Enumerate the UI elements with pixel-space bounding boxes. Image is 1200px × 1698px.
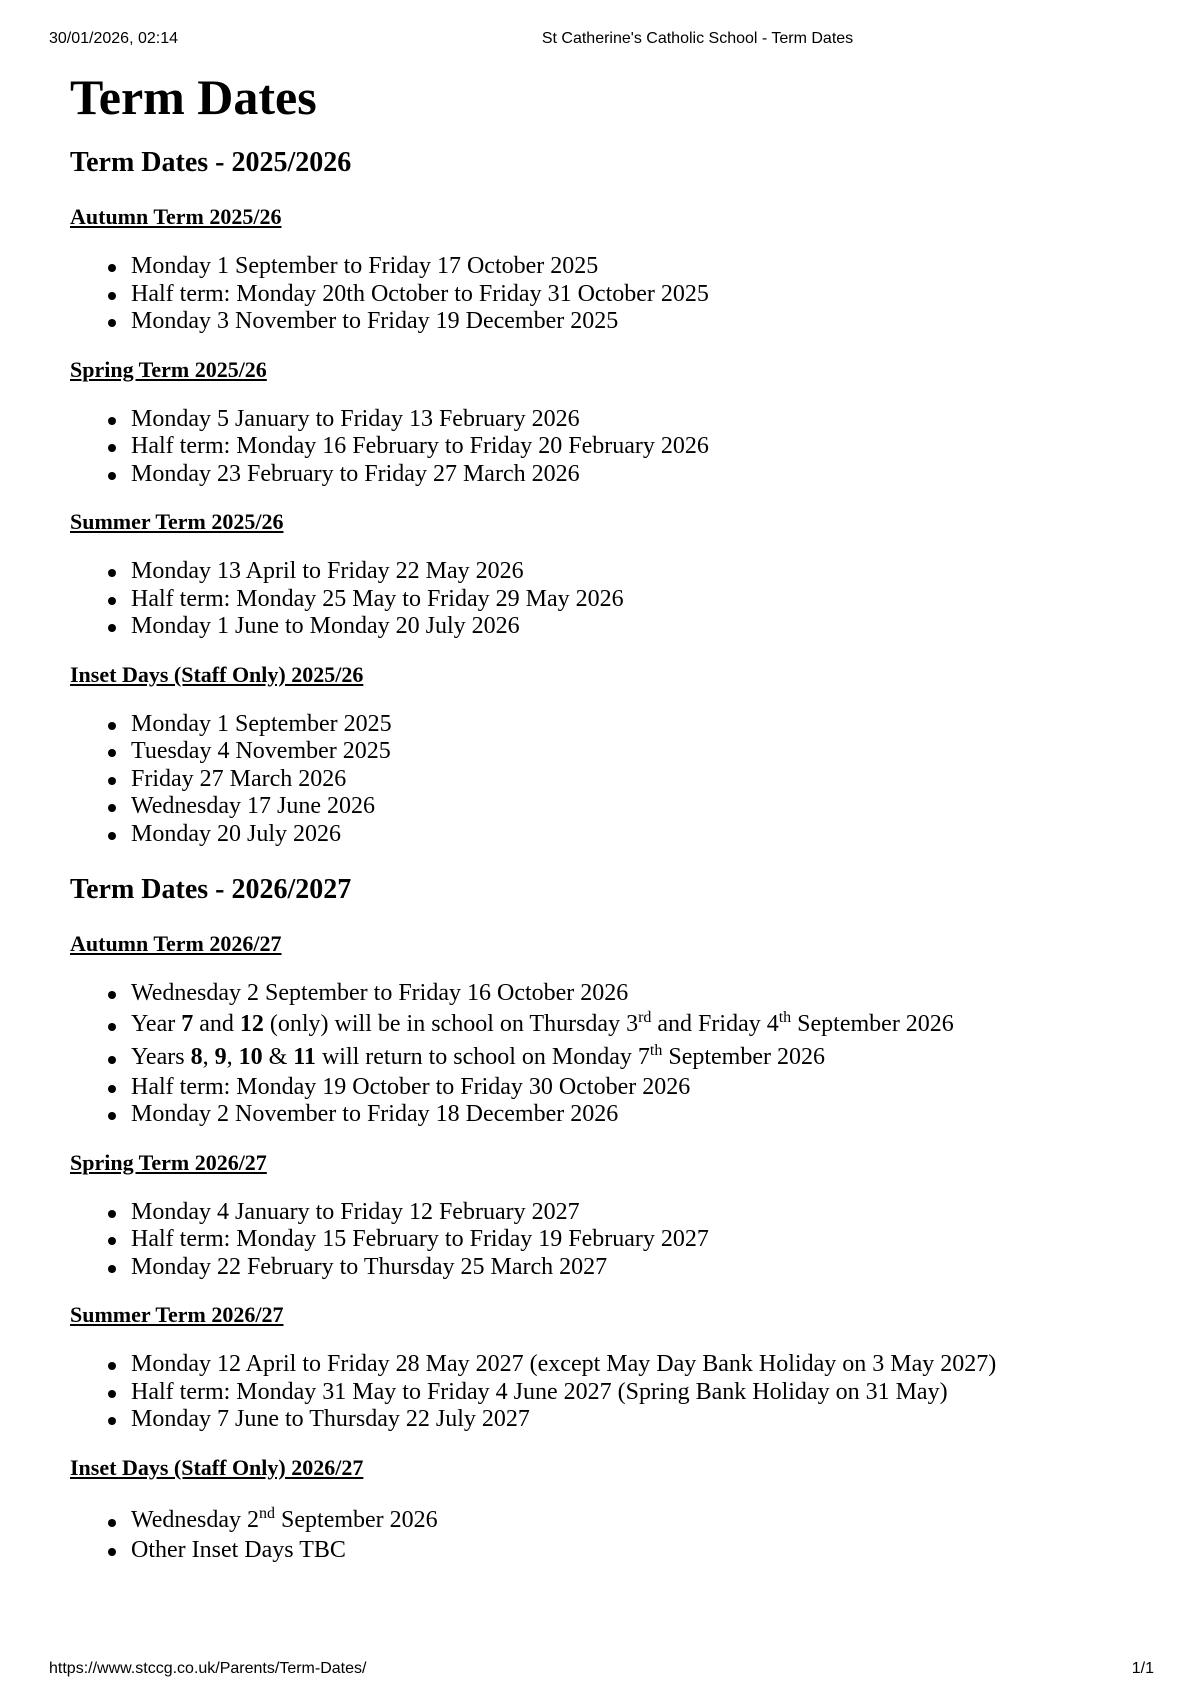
term-dates-list [70,1199,1150,1282]
print-header [0,30,1200,52]
term-heading: Autumn Term 2026/27 [70,931,282,956]
text-run: Years [131,1043,191,1070]
text-run: will return to school on Monday 7 [315,1043,650,1070]
list-item: Half term: Monday 20th October to Friday 31 October 2025 [131,281,1150,309]
term-heading: Summer Term 2026/27 [70,1302,284,1327]
term-dates-list [70,1504,1150,1565]
text-run: Year [131,1010,182,1037]
text-run: (only) will be in school on Thursday 3 [263,1010,639,1037]
page-title: Term Dates [70,69,317,125]
text-run: September 2026 [275,1506,438,1533]
list-item: Monday 1 September to Friday 17 October 2025 [131,253,1150,281]
year-group-number: 11 [293,1043,316,1070]
print-url: https://www.stccg.co.uk/Parents/Term-Dates/ [49,1660,367,1677]
term-heading: Inset Days (Staff Only) 2026/27 [70,1454,364,1480]
term-dates-list [70,1351,1150,1434]
list-item: Friday 27 March 2026 [131,766,1150,794]
list-item: Monday 22 February to Thursday 25 March 2027 [131,1254,1150,1282]
term-dates-sections [70,145,1150,1564]
list-item: Tuesday 4 November 2025 [131,738,1150,766]
list-item [131,1008,1150,1041]
ordinal-suffix: rd [638,1008,652,1026]
document-content [70,66,1150,1564]
list-item: Other Inset Days TBC [131,1537,1150,1565]
list-item: Monday 3 November to Friday 19 December 2025 [131,308,1150,336]
list-item: Half term: Monday 19 October to Friday 30 October 2026 [131,1074,1150,1102]
list-item: Monday 2 November to Friday 18 December 2026 [131,1101,1150,1129]
term-heading: Spring Term 2025/26 [70,356,267,382]
year-group-number: 8 [190,1043,203,1070]
print-page-title: St Catherine's Catholic School - Term Dates [541,30,854,47]
list-item: Monday 1 June to Monday 20 July 2026 [131,613,1150,641]
term-heading: Autumn Term 2025/26 [70,204,282,229]
list-item: Half term: Monday 25 May to Friday 29 May 2026 [131,586,1150,614]
ordinal-suffix: th [649,1041,663,1059]
list-item: Monday 13 April to Friday 22 May 2026 [131,558,1150,586]
ordinal-suffix: nd [259,1504,276,1522]
list-item: Monday 1 September 2025 [131,711,1150,739]
ordinal-suffix: th [778,1008,792,1026]
text-run: September 2026 [662,1043,825,1070]
list-item: Half term: Monday 31 May to Friday 4 June 2027 (Spring Bank Holiday on 31 May) [131,1379,1150,1407]
text-run: , [226,1043,239,1070]
text-run: Wednesday 2 [131,1506,260,1533]
list-item: Monday 20 July 2026 [131,821,1150,849]
term-heading: Spring Term 2026/27 [70,1149,267,1175]
list-item: Monday 7 June to Thursday 22 July 2027 [131,1406,1150,1434]
term-dates-list [70,711,1150,849]
year-group-number: 9 [214,1043,227,1070]
year-section [70,145,1150,848]
term-dates-list [70,406,1150,489]
print-page-number: 1/1 [1131,1660,1154,1677]
year-heading: Term Dates - 2025/2026 [70,147,352,178]
term-heading: Summer Term 2025/26 [70,509,284,534]
text-run: September 2026 [791,1010,954,1037]
list-item: Half term: Monday 16 February to Friday 20 February 2026 [131,433,1150,461]
year-group-number: 7 [181,1010,194,1037]
list-item: Wednesday 17 June 2026 [131,793,1150,821]
list-item: Monday 4 January to Friday 12 February 2027 [131,1199,1150,1227]
text-run: & [262,1043,294,1070]
term-dates-list [70,980,1150,1129]
list-item: Wednesday 2 September to Friday 16 October 2026 [131,980,1150,1008]
year-group-number: 10 [238,1043,263,1070]
year-section [70,872,1150,1564]
list-item: Monday 12 April to Friday 28 May 2027 (except May Day Bank Holiday on 3 May 2027) [131,1351,1150,1379]
year-group-number: 12 [239,1010,264,1037]
text-run: and Friday 4 [651,1010,779,1037]
term-dates-list [70,558,1150,641]
term-dates-list [70,253,1150,336]
print-footer [0,1660,1200,1682]
list-item [131,1041,1150,1074]
list-item [131,1504,1150,1537]
print-datetime: 30/01/2026, 02:14 [49,30,179,47]
year-heading: Term Dates - 2026/2027 [70,874,352,905]
list-item: Monday 23 February to Friday 27 March 2026 [131,461,1150,489]
text-run: and [193,1010,240,1037]
text-run: , [202,1043,215,1070]
term-heading: Inset Days (Staff Only) 2025/26 [70,661,364,687]
list-item: Monday 5 January to Friday 13 February 2026 [131,406,1150,434]
list-item: Half term: Monday 15 February to Friday 19 February 2027 [131,1226,1150,1254]
